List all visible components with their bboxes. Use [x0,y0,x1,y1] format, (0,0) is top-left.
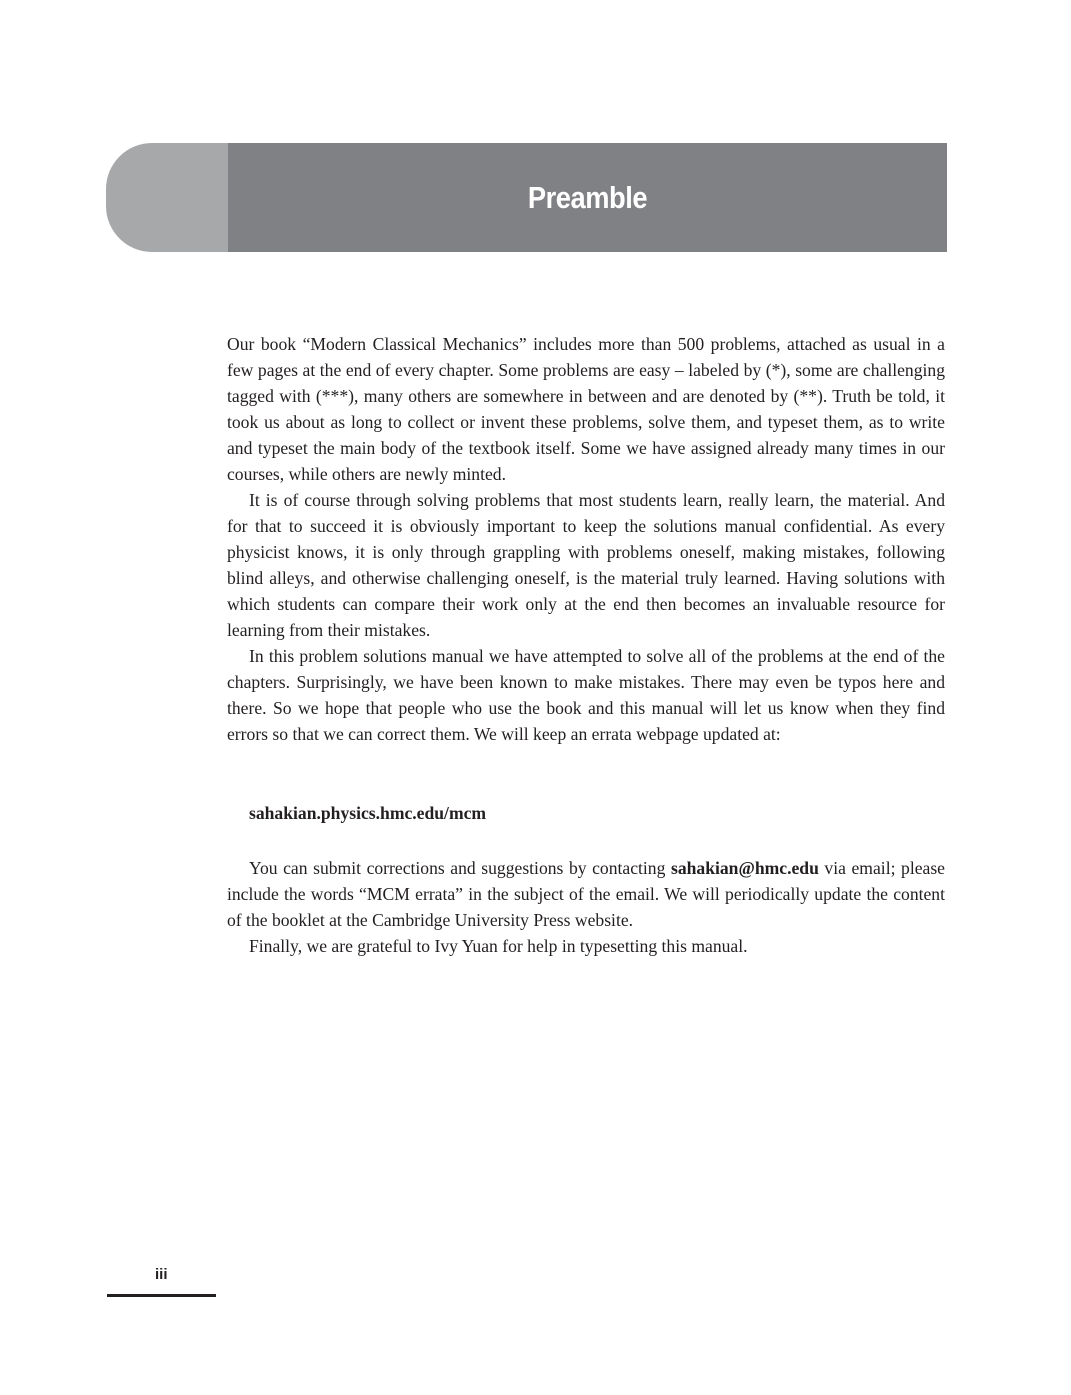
contact-email[interactable]: sahakian@hmc.edu [670,858,819,878]
paragraph-closing: Finally, we are grateful to Ivy Yuan for help in typesetting this manual. [249,936,748,956]
chapter-banner-tab [106,143,228,252]
paragraph-contact [227,855,945,933]
paragraph-solving: It is of course through solving problems that most students learn, really learn, the material. And for that to succeed it is obviously important to keep the solutions manual confidential. As every physicist knows, it is only through grappling with problems oneself, making mistakes, following blind alleys, and otherwise challenging oneself, is the material truly learned. Having solutions with which students can compare their work only at the end then becomes an invaluable resource for learning from their mistakes. [227,490,945,640]
footer-rule [107,1294,216,1297]
errata-url[interactable]: sahakian.physics.hmc.edu/mcm [249,803,487,823]
page-number: iii [155,1266,168,1283]
contact-before: You can submit corrections and suggestions by contacting [249,858,671,878]
contact-after: via email; please include the words “MCM errata” in the subject of the email. We will periodically update the content of the booklet at the Cambridge University Press website. [227,858,945,930]
contact-text [227,855,945,959]
body-text [227,331,945,747]
paragraph-errata: In this problem solutions manual we have attempted to solve all of the problems at the end of the chapters. Surprisingly, we have been known to make mistakes. There may even be typos here and there. So we hope that people who use the book and this manual will let us know when they find errors so that we can correct them. We will keep an errata webpage updated at: [227,646,945,744]
chapter-title: Preamble [527,179,648,215]
paragraph-intro: Our book “Modern Classical Mechanics” includes more than 500 problems, attached as usual in a few pages at the end of every chapter. Some problems are easy – labeled by (*), some are challenging tagged with (***), many others are somewhere in between and are denoted by (**). Truth be told, it took us about as long to collect or invent these problems, solve them, and typeset them, as to write and typeset the main body of the textbook itself. Some we have assigned already many times in our courses, while others are newly minted. [227,334,945,484]
